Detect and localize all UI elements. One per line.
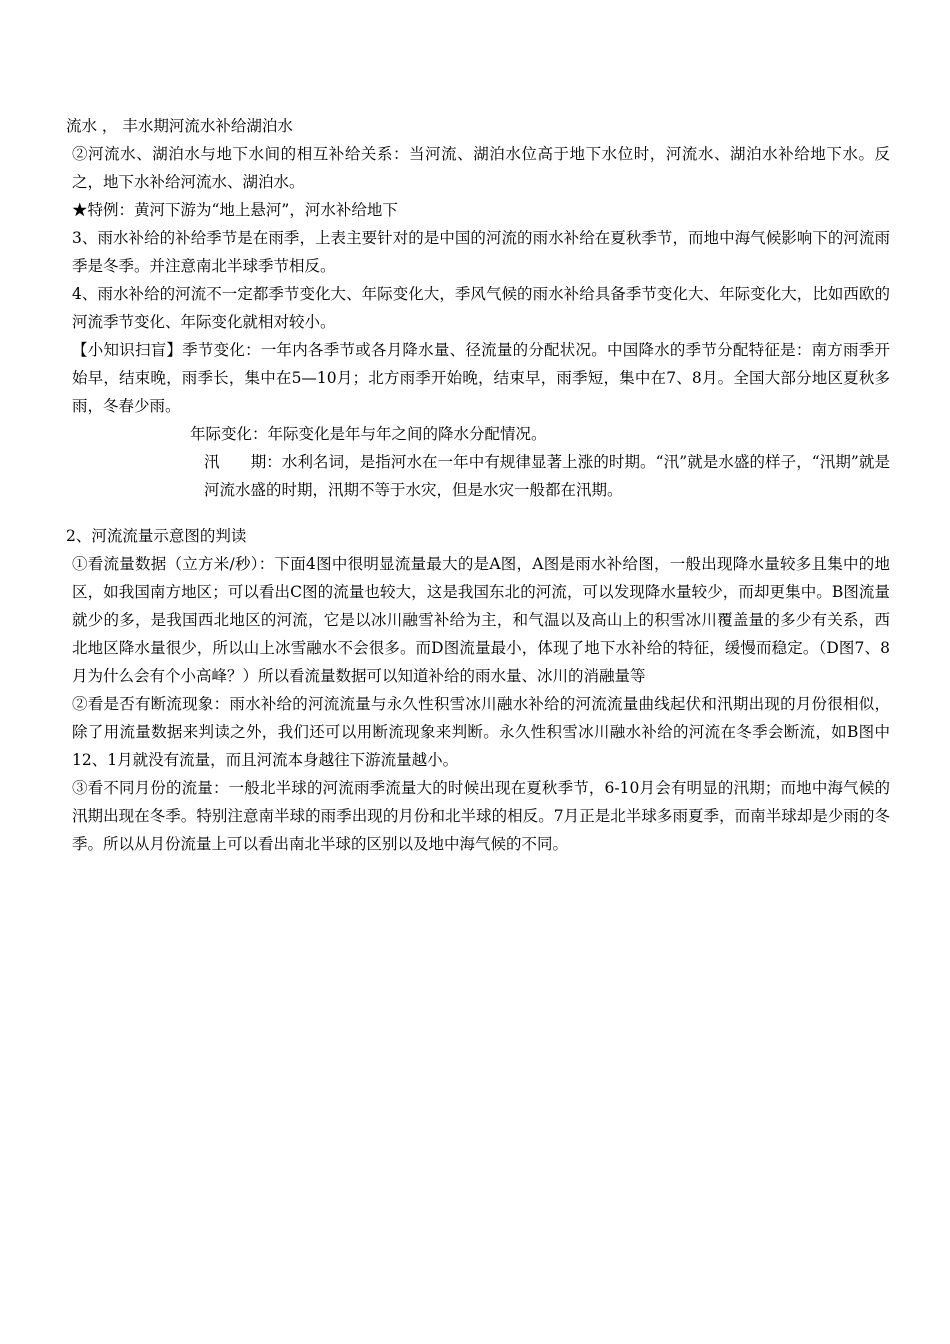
document-body (66, 112, 890, 858)
paragraph-flow-supply: 流水 ， 丰水期河流水补给湖泊水 (66, 117, 293, 135)
paragraph-monthly-flow: ③看不同月份的流量：一般北半球的河流雨季流量大的时候出现在夏秋季节，6-10月会有明显的汛期；而地中海气候的汛期出现在冬季。特别注意南半球的雨季出现的月份和北半球的相反。7月正是北半球多雨夏季，而南半球却是少雨的冬季。所以从月份流量上可以看出南北半球的区别以及地中海气候的不同。 (72, 779, 890, 853)
paragraph-cutoff: ②看是否有断流现象：雨水补给的河流流量与永久性积雪冰川融水补给的河流流量曲线起伏和汛期出现的月份很相似，除了用流量数据来判读之外，我们还可以用断流现象来判断。永久性积雪冰川融水补给的河流在冬季会断流，如B图中12、1月就没有流量，而且河流本身越往下游流量越小。 (72, 695, 890, 769)
paragraph-special-case: ★特例：黄河下游为“地上悬河”，河水补给地下 (72, 201, 398, 219)
paragraph-rain-season: 3、雨水补给的补给季节是在雨季，上表主要针对的是中国的河流的雨水补给在夏秋季节，而地中海气候影响下的河流雨季是冬季。并注意南北半球季节相反。 (72, 229, 890, 275)
paragraph-knowledge-seasonal: 【小知识扫盲】季节变化：一年内各季节或各月降水量、径流量的分配状况。中国降水的季节分配特征是：南方雨季开始早，结束晚，雨季长，集中在5—10月；北方雨季开始晚，结束早，雨季短，集中在7、8月。全国大部分地区夏秋多雨，冬春少雨。 (72, 341, 890, 415)
paragraph-annual-variation: 年际变化：年际变化是年与年之间的降水分配情况。 (190, 425, 547, 443)
paragraph-mutual-supply: ②河流水、湖泊水与地下水间的相互补给关系：当河流、湖泊水位高于地下水位时，河流水、湖泊水补给地下水。反之，地下水补给河流水、湖泊水。 (72, 145, 890, 191)
paragraph-rain-variation: 4、雨水补给的河流不一定都季节变化大、年际变化大，季风气候的雨水补给具备季节变化大、年际变化大，比如西欧的河流季节变化、年际变化就相对较小。 (72, 285, 890, 331)
section-heading-flow-chart: 2、河流流量示意图的判读 (66, 527, 247, 545)
paragraph-flow-data: ①看流量数据（立方米/秒）：下面4图中很明显流量最大的是A图，A图是雨水补给图，一般出现降水量较多且集中的地区，如我国南方地区；可以看出C图的流量也较大，这是我国东北的河流，可以发现降水量较少，而却更集中。B图流量就少的多，是我国西北地区的河流，它是以冰川融雪补给为主，和气温以及高山上的积雪冰川覆盖量的多少有关系，西北地区降水量很少，所以山上冰雪融水不会很多。而D图流量最小，体现了地下水补给的特征，缓慢而稳定。（D图7、8月为什么会有个小高峰？）所以看流量数据可以知道补给的雨水量、冰川的消融量等 (72, 555, 890, 685)
section-gap (66, 504, 890, 522)
paragraph-flood-season: 汛 期：水利名词，是指河水在一年中有规律显著上涨的时期。“汛”就是水盛的样子，“汛期”就是河流水盛的时期，汛期不等于水灾，但是水灾一般都在汛期。 (204, 453, 890, 499)
